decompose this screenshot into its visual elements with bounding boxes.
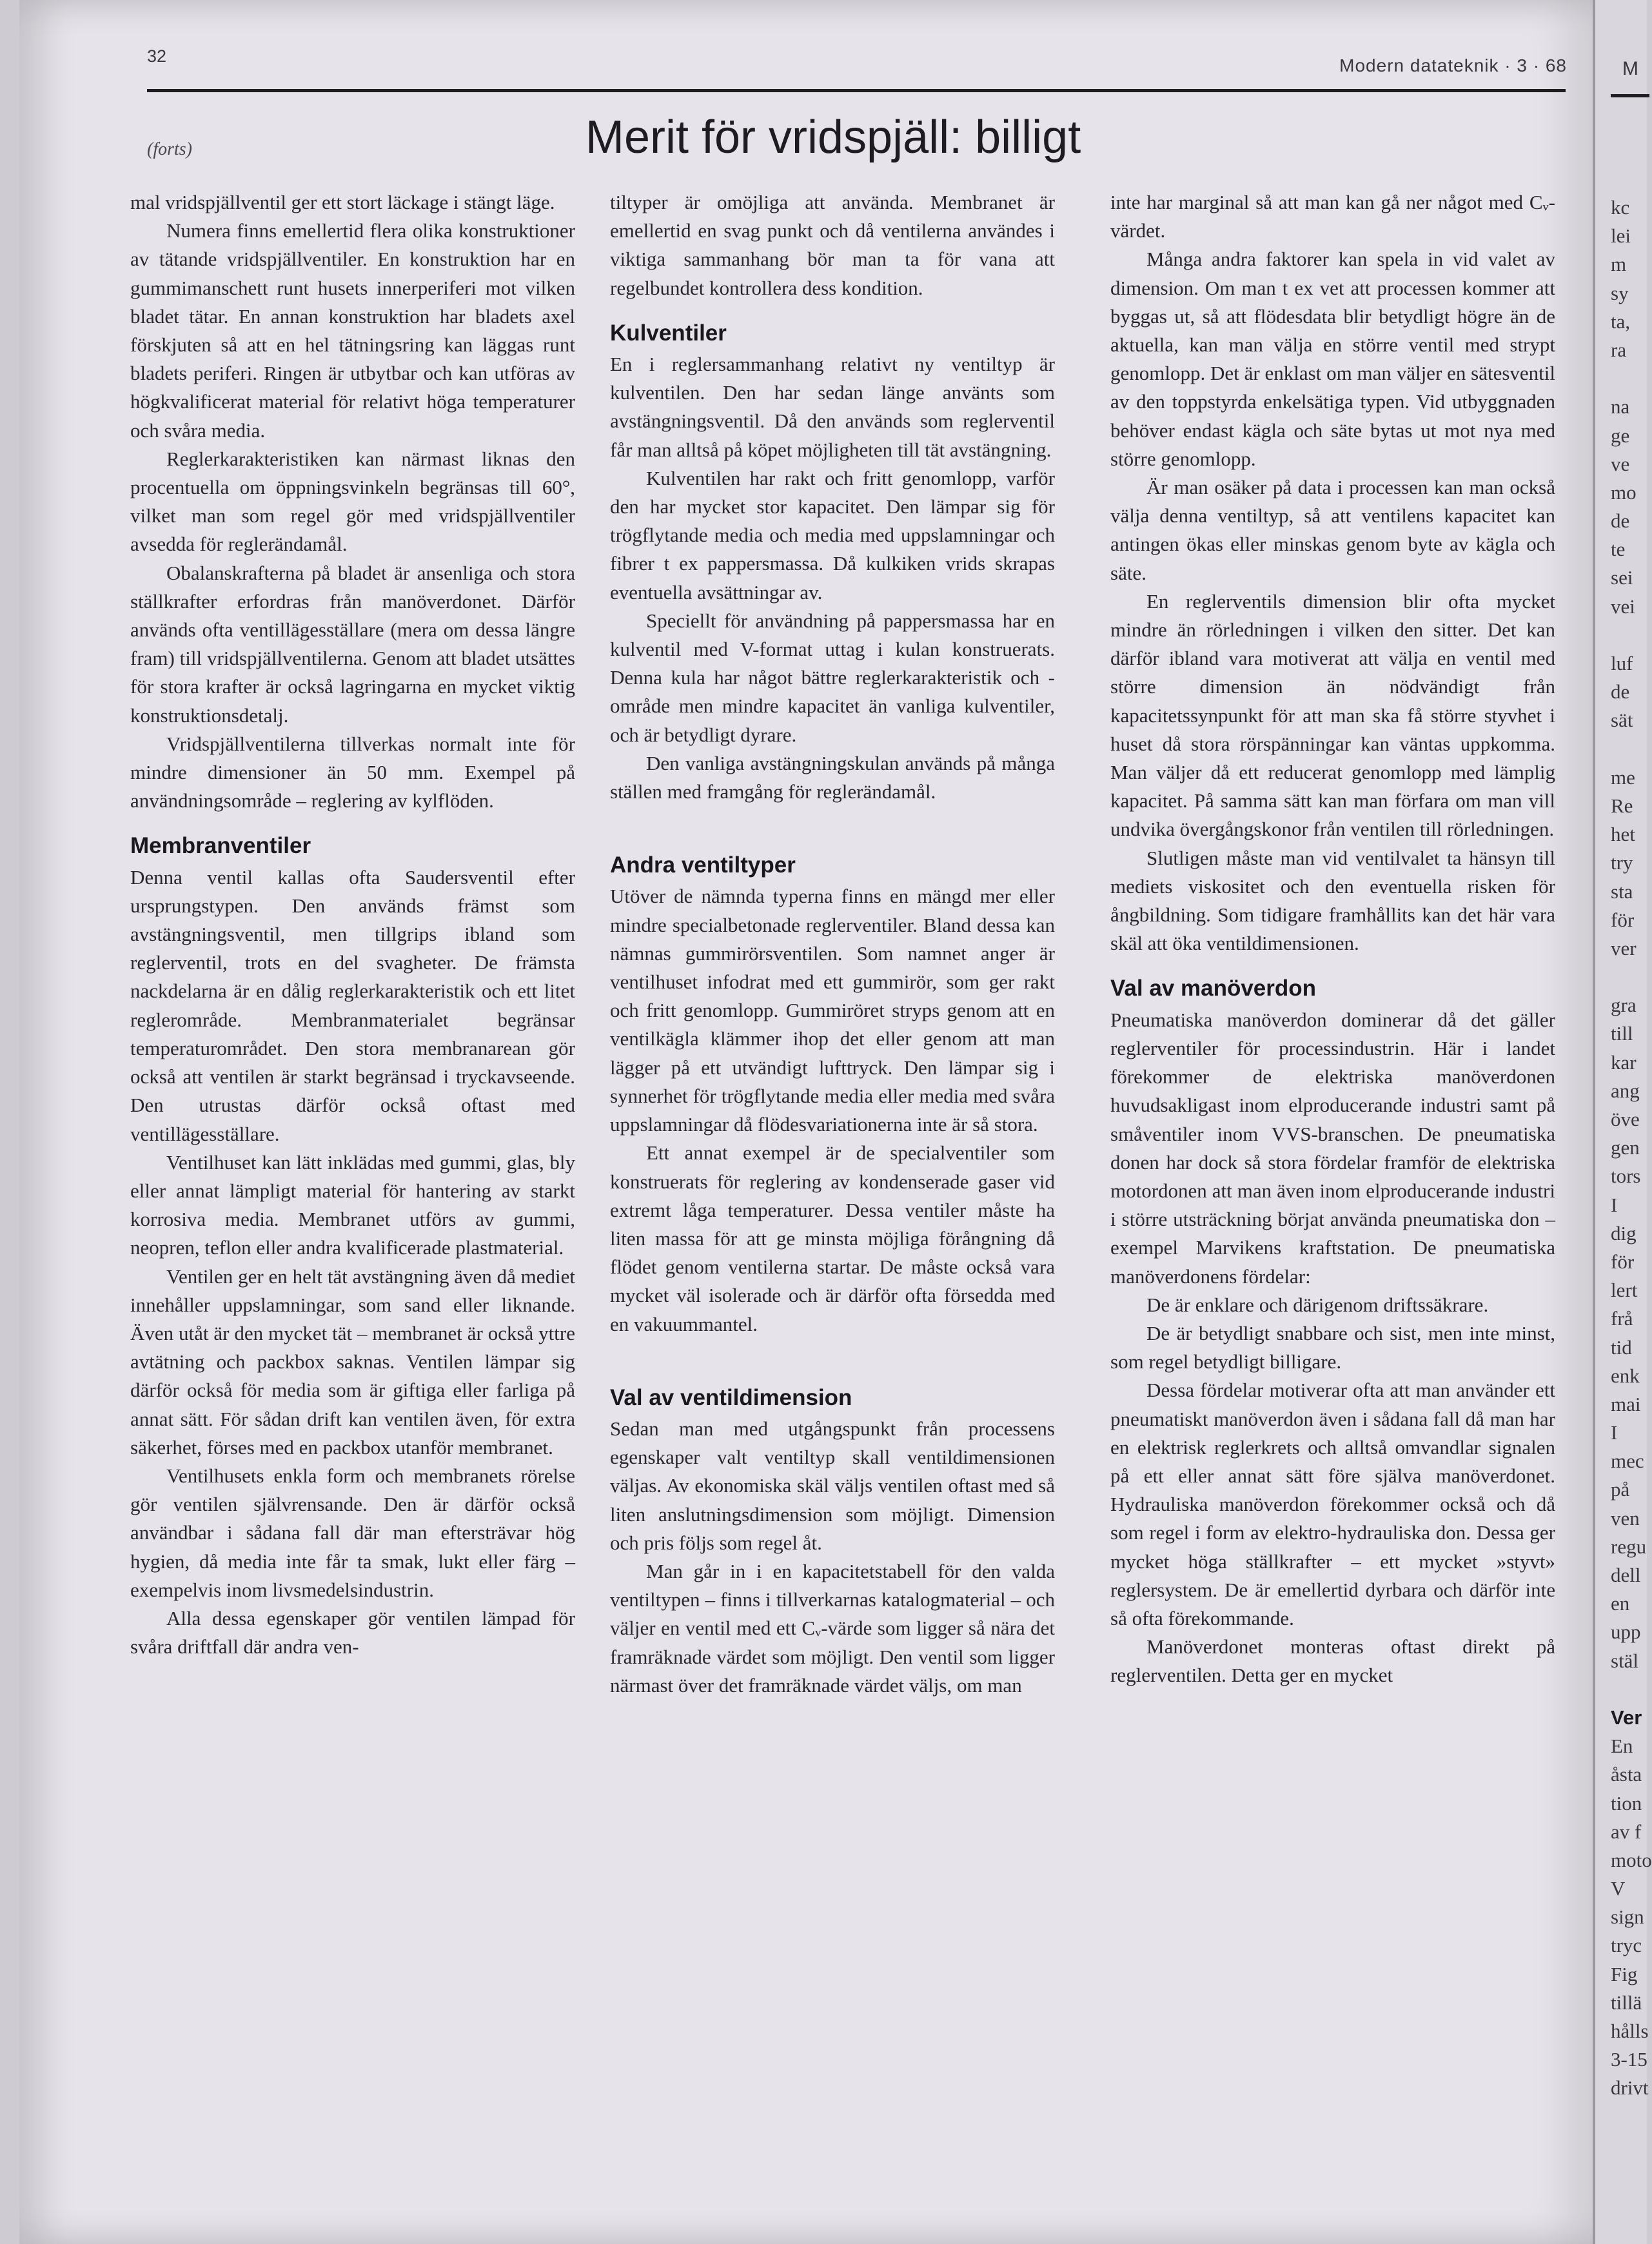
next-page-line-fragment: na	[1611, 395, 1630, 418]
paragraph: Obalanskrafterna på bladet är ansenliga och stora ställkrafter erfordras från manöverdonet. Därför används ofta ventillägesställare (mera om dessa längre fram) till vridspjällventilerna. Genom att bladet utsättes för stora krafter är också lagringarna en mycket viktig konstruktionsdetalj.	[130, 561, 575, 727]
paragraph: Dessa fördelar motiverar ofta att man använder ett pneumatiskt manöverdon även i sådana fall då man har en elektrisk reglerkrets och alltså omvandlar signalen på ett eller annat sätt före själva manöverdonet. Hydrauliska manöverdon förekommer också och då som regel i form av elektro-hydrauliska don. Dessa ger mycket höga ställkrafter – ett mycket »styvt» reglersystem. De är emellertid dyrbara och därför inte så ofta förekommande.	[1110, 1379, 1555, 1629]
next-page-line-fragment: en	[1611, 1592, 1630, 1615]
next-page-line-fragment: gen	[1611, 1136, 1640, 1159]
next-page-line-fragment: tion	[1611, 1791, 1642, 1815]
paragraph: Den vanliga avstängningskulan används på många ställen med framgång för reglerändamål.	[610, 751, 1055, 803]
next-page-line-fragment: En	[1611, 1735, 1633, 1758]
next-page-line-fragment: på	[1611, 1478, 1630, 1501]
paragraph: En reglerventils dimension blir ofta mycket mindre än rörledningen i vilken den sitter. Det kan därför ibland vara motiverat att välja en ventil med större dimension än nödvändigt från kapacitetssynpunkt för att man ska få större styvhet i huset då stora rörspänningar kan väntas uppkomma. Man väljer då ett reducerat genomlopp med lämplig kapacitet. På samma sätt kan man förfara om man vill undvika övergångskonor från ventilen till rörledningen.	[1110, 589, 1555, 841]
next-page-line-fragment: tryc	[1611, 1934, 1642, 1957]
page-number: 32	[147, 46, 167, 66]
next-page-line-fragment: mo	[1611, 480, 1637, 504]
next-page-line-fragment: för	[1611, 908, 1635, 931]
paragraph: Ett annat exempel är de specialventiler som konstruerats för reglering av kondenserade gaser vid extremt låga temperaturer. Dessa ventiler måste ha liten massa för att ge minsta möjliga förångning då flödet genom ventilerna startar. De måste också vara mycket väl isolerade och är därför ofta försedda med en vakuummantel.	[610, 1141, 1055, 1335]
next-page-line-fragment: ang	[1611, 1079, 1640, 1102]
paragraph: Numera finns emellertid flera olika konstruktioner av tätande vridspjällventiler. En konstruktion har en gummimanschett runt husets innerperiferi mot vilken bladet tätar. En annan konstruktion har bladets axel förskjuten så att en hel tätningsring kan läggas runt bladets periferi. Ringen är utbytbar och kan utföras av högkvalificerat material för relativt höga temperaturer och svåra media.	[130, 219, 575, 442]
next-page-line-fragment: m	[1611, 253, 1627, 276]
section-heading: Membranventiler	[130, 833, 311, 859]
next-page-edge	[1593, 0, 1652, 2244]
next-page-line-fragment: drivt	[1611, 2076, 1649, 2100]
next-page-line-fragment: enk	[1611, 1364, 1640, 1387]
next-page-rule	[1611, 94, 1649, 97]
next-page-line-fragment: sei	[1611, 566, 1633, 589]
section-heading: Val av ventildimension	[610, 1384, 852, 1410]
paragraph: Alla dessa egenskaper gör ventilen lämpad för svåra driftfall där andra ven-	[130, 1606, 575, 1658]
next-page-line-fragment: sy	[1611, 281, 1629, 304]
next-page-line-fragment: tors	[1611, 1165, 1641, 1188]
next-page-line-fragment	[1611, 1675, 1647, 1704]
paragraph: En i reglersammanhang relativt ny ventiltyp är kulventilen. Den har sedan länge använts som avstängningsventil. Då den används som reglerventil får man alltså på köpet möjligheten till tät avstängning.	[610, 353, 1055, 461]
paragraph: Ventilhusets enkla form och membranets rörelse gör ventilen självrensande. Den är därför också användbar i sådana fall där man eftersträvar hög hygien, då media inte får ta smak, lukt eller färg – exempelvis inom livsmedelsindustrin.	[130, 1464, 575, 1601]
paragraph: Vridspjällventilerna tillverkas normalt inte för mindre dimensioner än 50 mm. Exempel på användningsområde – reglering av kylflöden.	[130, 732, 575, 812]
header-rule	[147, 89, 1566, 92]
text-column-2	[610, 188, 1055, 1700]
next-page-line-fragment: regu	[1611, 1535, 1647, 1558]
next-page-line-fragment: ve	[1611, 452, 1630, 475]
next-page-line-fragment: upp	[1611, 1620, 1641, 1644]
paragraph: tiltyper är omöjliga att använda. Membranet är emellertid en svag punkt och då ventilerna användes i viktiga sammanhang bör man ta för vana att regelbundet kontrollera dess kondition.	[610, 191, 1055, 299]
next-page-line-fragment: ta,	[1611, 310, 1631, 333]
next-page-line-fragment: try	[1611, 851, 1633, 874]
next-page-line-fragment: ver	[1611, 936, 1637, 960]
next-page-line-fragment: åsta	[1611, 1763, 1642, 1786]
next-page-line-fragment: gra	[1611, 994, 1637, 1017]
next-page-line-fragment: de	[1611, 509, 1630, 533]
paragraph: Kulventilen har rakt och fritt genomlopp, varför den har mycket stor kapacitet. Den lämpar sig för trögflytande media och media med uppslamningar och fibrer t ex pappersmassa. Då kulkiken vrids skrapas eventuella avsättningar av.	[610, 466, 1055, 604]
next-page-line-fragment: ven	[1611, 1506, 1640, 1530]
next-page-line-fragment	[1611, 735, 1647, 763]
next-page-line-fragment: kar	[1611, 1050, 1637, 1074]
next-page-line-fragment: moto	[1611, 1848, 1652, 1871]
paragraph: Utöver de nämnda typerna finns en mängd mer eller mindre specialbetonade reglerventiler. Bland dessa kan nämnas gummirörsventilen. Som namnet anger är ventilhuset infodrat med ett gummirör, som ger rakt och fritt genomlopp. Gummiröret stryps genom att en ventilkägla klämmer ihop det eller genom att man lägger på ett utvändigt lufttryck. Den lämpar sig i synnerhet för trögflytande media eller media med svåra uppslamningar då flödesvariationerna inte är så stora.	[610, 885, 1055, 1136]
paragraph: Ventilen ger en helt tät avstängning även då mediet innehåller uppslamningar, som sand eller liknande. Även utåt är den mycket tät – membranet är också yttre avtätning och packbox saknas. Ventilen lämpar sig därför också för media som är giftiga eller farliga på annat sätt. För sådan drift kan ventilen även, för extra säkerhet, förses med en packbox utanför membranet.	[130, 1265, 575, 1459]
next-page-line-fragment: luf	[1611, 652, 1633, 674]
text-column-1	[130, 188, 575, 1661]
next-page-line-fragment: ge	[1611, 424, 1630, 447]
paragraph: Många andra faktorer kan spela in vid valet av dimension. Om man t ex vet att processen kommer att byggas ut, så att flödesdata blir betydligt högre än de aktuella, kan man välja en större ventil med strypt genomlopp. Det är enklast om man väljer en sätesventil av den toppstyrda enkelsätiga typen. Vid utbyggnaden behöver endast kägla och säte bytas ut mot nya med större genomlopp.	[1110, 248, 1555, 470]
next-page-line-fragment	[1611, 364, 1647, 393]
next-page-line-fragment: sign	[1611, 1905, 1644, 1929]
next-page-line-fragment: dig	[1611, 1221, 1637, 1245]
next-page-line-fragment: de	[1611, 680, 1630, 704]
next-page-line-fragment	[1611, 621, 1647, 649]
next-page-line-fragment: Re	[1611, 794, 1633, 817]
next-page-line-fragment: kc	[1611, 196, 1630, 219]
paragraph: Speciellt för användning på pappersmassa har en kulventil med V-format uttag i kulan konstruerats. Denna kula har något bättre reglerkarakteristik och -område men mindre kapacitet än vanliga kulventiler, och är betydligt dyrare.	[610, 609, 1055, 746]
next-page-line-fragment: öve	[1611, 1108, 1640, 1130]
next-page-line-fragment: me	[1611, 765, 1635, 789]
next-page-line-fragment: av f	[1611, 1820, 1642, 1843]
next-page-line-fragment: hålls	[1611, 2020, 1649, 2042]
running-header: Modern datateknik · 3 · 68	[1339, 55, 1567, 75]
next-page-line-fragment: frå	[1611, 1307, 1633, 1330]
paragraph: De är enklare och därigenom driftssäkrare.	[1146, 1293, 1489, 1316]
next-page-line-fragment	[1611, 963, 1647, 991]
text-column-3	[1110, 188, 1555, 1690]
section-heading: Andra ventiltyper	[610, 852, 796, 878]
article-title: Merit för vridspjäll: billigt	[585, 112, 1081, 163]
section-heading: Val av manöverdon	[1110, 976, 1317, 1001]
paragraph: Man går in i en kapacitetstabell för den valda ventiltypen – finns i tillverkarnas katalogmaterial – och väljer en ventil med ett Cᵥ-värde som ligger så nära det framräknade värdet som möjligt. Den ventil som ligger närmast över det framräknade värdet väljs, om man	[610, 1559, 1055, 1697]
paragraph: Denna ventil kallas ofta Saudersventil efter ursprungstypen. Den används främst som avstängningsventil, men tillgrips ibland som reglerventil, trots en del svagheter. De främsta nackdelarna är en dålig reglerkarakteristik och ett litet reglerområde. Membranmaterialet begränsar temperaturområdet. Den stora membranarean gör också att ventilen är starkt begränsad i tryckavseende. Den utrustas därför också oftast med ventillägesställare.	[130, 865, 575, 1145]
next-page-line-fragment: te	[1611, 538, 1626, 561]
next-page-line-fragment: till	[1611, 1022, 1633, 1045]
paragraph: mal vridspjällventil ger ett stort läckage i stängt läge.	[130, 191, 555, 213]
paragraph: Slutligen måste man vid ventilvalet ta hänsyn till mediets viskositet och den eventuella risken för ångbildning. Som tidigare framhållits kan det här vara skäl att öka ventildimensionen.	[1110, 846, 1555, 955]
paragraph: Manöverdonet monteras oftast direkt på reglerventilen. Detta ger en mycket	[1110, 1635, 1555, 1687]
next-page-line-fragment: 3-15	[1611, 2048, 1647, 2071]
next-page-line-fragment: I	[1611, 1421, 1618, 1444]
next-page-line-fragment: mec	[1611, 1450, 1644, 1473]
next-page-line-fragment: tillä	[1611, 1991, 1642, 2014]
paragraph: Sedan man med utgångspunkt från processens egenskaper valt ventiltyp skall ventildimensionen väljas. Av ekonomiska skäl väljs ventilen oftast med så liten anslutningsdimension som möjligt. Dimension och pris följs som regel åt.	[610, 1417, 1055, 1554]
next-page-line-fragment: tid	[1611, 1335, 1632, 1359]
next-page-line-fragment: lert	[1611, 1279, 1638, 1302]
next-page-line-fragment: ra	[1611, 338, 1627, 361]
next-page-line-fragment: Ver	[1611, 1706, 1642, 1729]
next-page-line-fragment: Fig	[1611, 1962, 1638, 1985]
next-page-line-fragment: sta	[1611, 880, 1633, 903]
paragraph: Är man osäker på data i processen kan man också välja denna ventiltyp, så att ventilens kapacitet kan antingen ökas eller minskas genom byte av kägla och säte.	[1110, 476, 1555, 584]
paragraph: inte har marginal så att man kan gå ner något med Cᵥ-värdet.	[1110, 191, 1555, 242]
next-page-line-fragment: I	[1611, 1193, 1618, 1216]
paragraph: De är betydligt snabbare och sist, men inte minst, som regel betydligt billigare.	[1110, 1321, 1555, 1373]
paragraph: Reglerkarakteristiken kan närmast liknas den procentuella om öppningsvinkeln begränsas till 60°, vilket man som regel gör med vridspjällventiler avsedda för reglerändamål.	[130, 447, 575, 556]
next-page-line-fragment: vei	[1611, 595, 1635, 618]
section-heading: Kulventiler	[610, 320, 727, 346]
next-page-line-fragment: sät	[1611, 709, 1633, 732]
next-page-line-fragment: V	[1611, 1877, 1626, 1900]
next-page-line-fragment: för	[1611, 1250, 1635, 1273]
next-page-line-fragment: stäl	[1611, 1649, 1639, 1672]
next-page-line-fragment: het	[1611, 823, 1635, 846]
next-page-title-fragment: M	[1622, 58, 1638, 79]
next-page-line-fragment: lei	[1611, 224, 1631, 248]
next-page-line-fragment: dell	[1611, 1564, 1641, 1586]
next-page-line-fragment: mai	[1611, 1392, 1641, 1415]
paragraph: Pneumatiska manöverdon dominerar då det gäller reglerventiler för processindustrin. Här i landet förekommer de elektriska manöverdonen huvudsakligast inom elproducerande industri samt på småventiler inom VVS-branschen. De pneumatiska donen har dock så stora fördelar framför de elektriska motordonen att man även inom elproducerande industri i större utsträckning börjat använda pneumatiska don – exempel Marvikens kraftstation. De pneumatiska manöverdonens fördelar:	[1110, 1008, 1555, 1288]
continued-label: (forts)	[147, 139, 192, 159]
paragraph: Ventilhuset kan lätt inklädas med gummi, glas, bly eller annat lämpligt material för hantering av starkt korrosiva media. Membranet utförs av gummi, neopren, teflon eller andra kvalificerade plastmaterial.	[130, 1150, 575, 1259]
next-page-text-fragment	[1611, 193, 1652, 2103]
